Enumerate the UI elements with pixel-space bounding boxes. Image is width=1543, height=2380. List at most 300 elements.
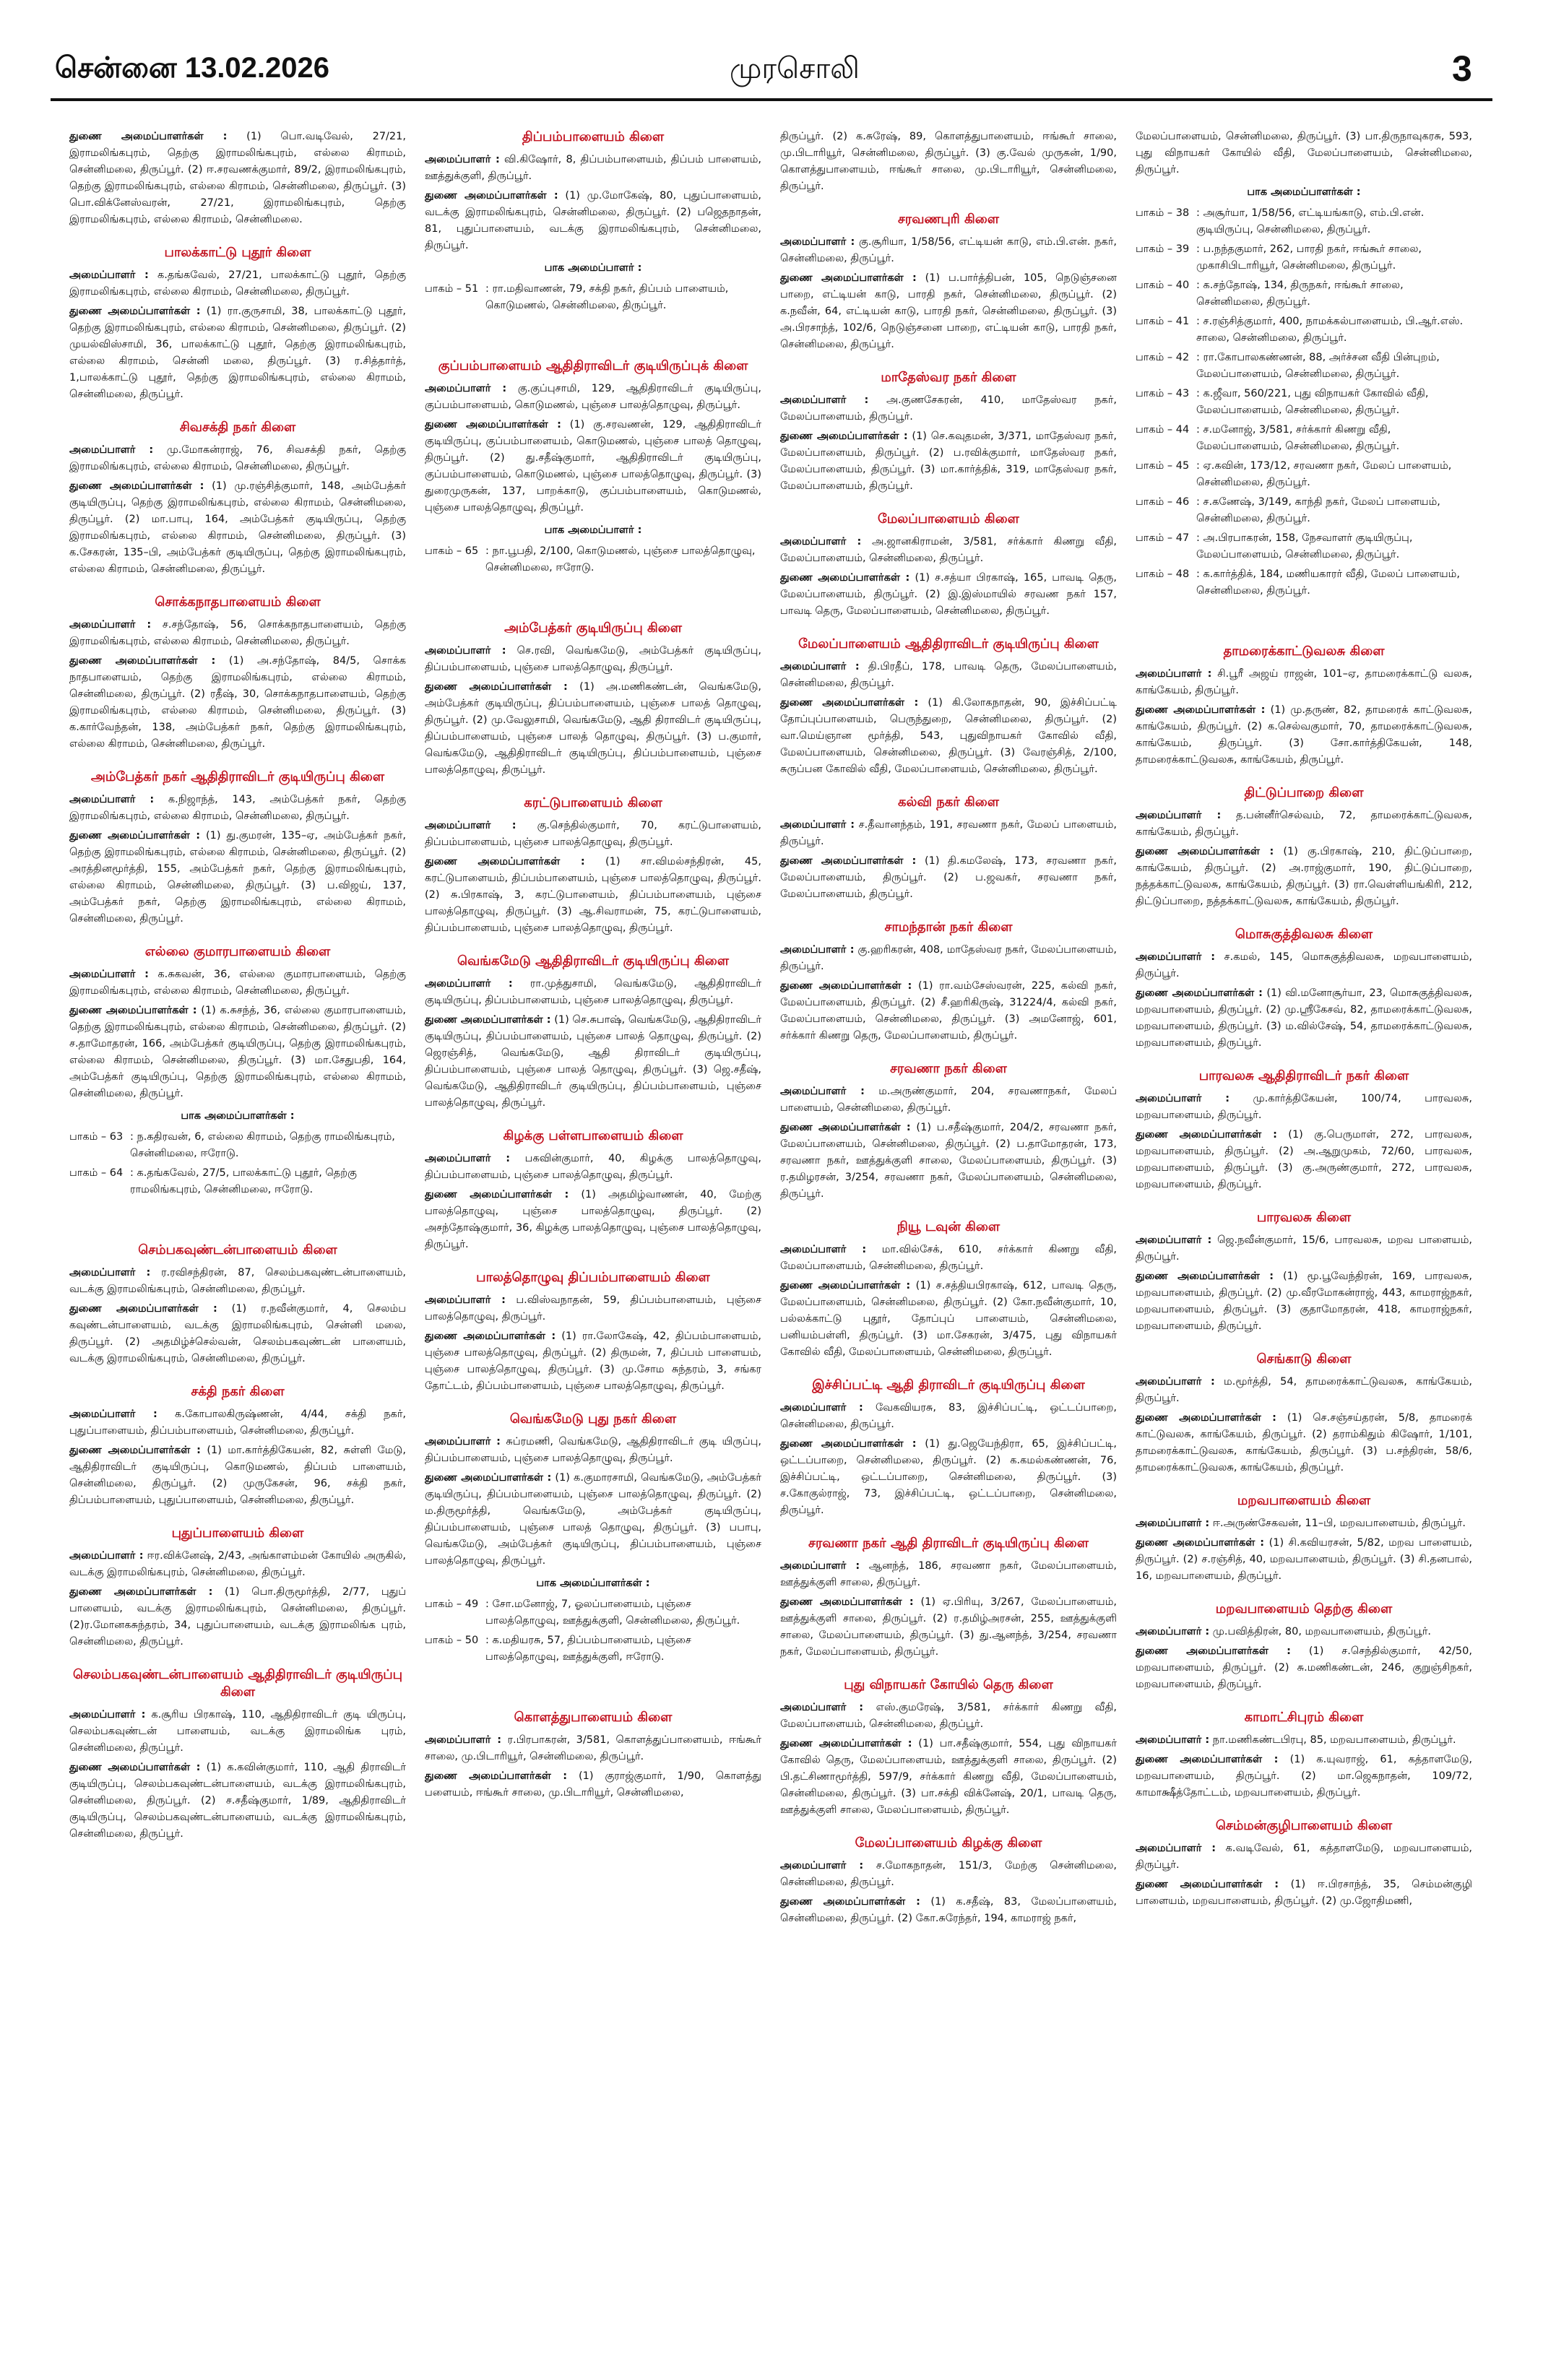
branch-block [780, 636, 1117, 778]
member-paragraph [780, 1278, 1117, 1361]
member-details: (1) குராஜ்குமார், 1/90, கொளத்து பளையம், ஈங்கூர் சாலை, மு.பிடாரியூர், சென்னிமலை, [425, 1770, 761, 1799]
member-paragraph [69, 617, 406, 650]
member-paragraph [1136, 949, 1472, 982]
member-details: (1) க.யுவராஜ், 61, கத்தாளமேடு, மறவபாளையம், திருப்பூர். (2) மா.ஜெகநாதன், 109/72, காமாக்ஷீத்தோட்டம், மறவபாளையம், திருப்பூர். [1136, 1754, 1472, 1799]
member-details: அ.ஜானகிராமன், 3/581, சர்க்கார் கிணறு வீதி, மேலப்பாளையம், சென்னிமலை, திருப்பூர். [780, 536, 1117, 564]
member-paragraph [780, 1594, 1117, 1661]
booth-number: பாகம் – 46 [1136, 496, 1190, 508]
role-label: துணை அமைப்பாளர்கள் : [1136, 1645, 1291, 1657]
member-paragraph [69, 1760, 406, 1843]
booth-row [1136, 386, 1472, 419]
booth-details: : ந.கதிரவன், 6, எல்லை கிராமம், தெற்கு ராமலிங்கபுரம், சென்னிமலை, ஈரோடு. [130, 1131, 395, 1159]
member-details: கு.சூரியா, 1/58/56, எட்டியன் காடு, எம்.பி.என். நகர், சென்னிமலை, திருப்பூர். [780, 236, 1117, 264]
branch-block [1136, 643, 1472, 769]
member-paragraph [1136, 1410, 1472, 1476]
member-paragraph [780, 534, 1117, 567]
branch-heading: வெங்கமேடு புது நகர் கிளை [509, 1411, 677, 1427]
branch-heading: கொளத்துபாளையம் கிளை [514, 1710, 673, 1725]
member-details: (1) ஏ.பிரியு, 3/267, மேலப்பாளையம், ஊத்துக்குளி சாலை, திருப்பூர். (2) ர.தமிழ்அரசன், 255, ஊத்துக்குளி சாலை, மேலப்பாளையம், திருப்பூர். (3) து.ஆனந்த், 3/254, சரவணா நகர், மேலப்பாளையம், திருப்பூர். [780, 1596, 1117, 1658]
branch-heading: பாரவலசு கிளை [1256, 1210, 1352, 1225]
role-label: துணை அமைப்பாளர்கள் : [1136, 1129, 1277, 1141]
member-details: (1) து.குமரன், 135–ஏ, அம்பேத்கர் நகர், தெற்கு இராமலிங்கபுரம், எல்லை கிராமம், சென்னிமலை, திருப்பூர். (2) அரத்தினமூர்த்தி, 155, அம்பேத்கர் நகர், தெற்கு இராமலிங்கபுரம், எல்லை கிராமம், சென்னிமலை, திருப்பூர். (3) ப.விஜய், 137, அம்பேத்கர் நகர், தெற்கு இராமலிங்கபுரம், எல்லை கிராமம், சென்னிமலை, திருப்பூர். [69, 830, 406, 925]
member-details: (1) து.ஜெயேந்திரா, 65, இச்சிப்பட்டி, ஒட்டப்பாறை, சென்னிமலை, திருப்பூர். (2) க.கமல்கண்ணன், 76, இச்சிப்பட்டி, ஒட்டப்பாறை, சென்னிமலை, திருப்பூர். (3) ச.கோகுல்ராஜ், 73, இச்சிப்பட்டி, ஒட்டப்பாறை, சென்னிமலை, திருப்பூர். [780, 1438, 1117, 1516]
member-paragraph [1136, 1535, 1472, 1585]
member-details: மு.கார்த்திகேயன், 100/74, பாரவலசு, மறவபாளையம், திருப்பூர். [1136, 1093, 1472, 1121]
member-paragraph [1136, 129, 1472, 178]
role-label: துணை அமைப்பாளர்கள் : [780, 1280, 911, 1291]
branch-block [780, 919, 1117, 1044]
booth-details: : க.கார்த்திக், 184, மணியகாரர் வீதி, மேலப் பாளையம், சென்னிமலை, திருப்பூர். [1196, 568, 1460, 597]
branch-block [1136, 1817, 1472, 1910]
booth-number: பாகம் – 41 [1136, 316, 1190, 327]
role-label: துணை அமைப்பாளர்கள் : [1136, 1271, 1274, 1282]
role-label: துணை அமைப்பாளர்கள் : [425, 1014, 551, 1026]
member-details: (1) பொ.வடிவேல், 27/21, இராமலிங்கபுரம், தெற்கு இராமலிங்கபுரம், எல்லை கிராமம், சென்னிமலை, திருப்பூர். (2) ஈ.சரவணக்குமார், 89/2, இராமலிங்கபுரம், தெற்கு இராமலிங்கபுரம், எல்லை கிராமம், சென்னிமலை, திருப்பூர். (3) பொ.விக்னேஸ்வரன், 27/21, இராமலிங்கபுரம், தெற்கு இராமலிங்கபுரம், எல்லை கிராமம், சென்னிமலை. [69, 131, 406, 225]
member-paragraph [69, 1003, 406, 1102]
member-paragraph [69, 442, 406, 475]
booth-details: : க.சந்தோஷ், 134, திருநகர், ஈங்கூர் சாலை, சென்னிமலை, திருப்பூர். [1196, 280, 1404, 308]
branch-heading: பாலத்தொழுவு திப்பம்பாளையம் கிளை [476, 1270, 710, 1285]
role-label: அமைப்பாளர் : [1136, 1518, 1210, 1529]
member-details: ச.மோகநாதன், 151/3, மேற்கு சென்னிமலை, சென்னிமலை, திருப்பூர். [780, 1860, 1117, 1888]
role-label: துணை அமைப்பாளர்கள் : [425, 1330, 556, 1342]
member-details: ம.அருண்குமார், 204, சரவணாநகர், மேலப் பாளையம், சென்னிமலை, திருப்பூர். [780, 1086, 1117, 1114]
role-label: துணை அமைப்பாளர்கள் : [69, 131, 228, 142]
branch-block [425, 795, 761, 937]
member-details: (1) கு.பிரகாஷ், 210, திட்டுப்பாறை, காங்கேயம், திருப்பூர். (2) அ.ராஜ்குமார், 190, திட்டுப்பாறை, நத்தக்காட்டுவலசு, காங்கேயம், திருப்பூர். (3) ரா.வெள்ளியங்கிரி, 212, திட்டுப்பாறை, நத்தக்காட்டுவலசு, காங்கேயம், திருப்பூர். [1136, 846, 1472, 907]
member-paragraph [1136, 808, 1472, 841]
branch-block [780, 794, 1117, 903]
branch-heading: சரவணபுரி கிளை [897, 212, 1000, 227]
member-details: (1) செ.சுபாஷ், வெங்கமேடு, ஆதிதிராவிடர் குடியிருப்பு, திப்பம்பாளையம், புஞ்சை பாலத் தொழுவு, திருப்பூர். (2) ஜெரஞ்சித், வெங்கமேடு, ஆதி திராவிடர் குடியிருப்பு, திப்பம்பாளையம், புஞ்சை பாலத் தொழுவு, திருப்பூர். (3) ஜெ.சதீஷ், வெங்கமேடு, ஆதிதிராவிடர் குடியிருப்பு, திப்பம்பாளையம், புஞ்சை பாலத்தொழுவு, திருப்பூர். [425, 1014, 761, 1109]
branch-heading: சிவசக்தி நகர் கிளை [179, 420, 296, 435]
branch-heading: மொசுகுத்திவலசு கிளை [1235, 927, 1373, 942]
member-details: தி.பிரதீப், 178, பாவடி தெரு, மேலப்பாளையம், சென்னிமலை, திருப்பூர். [780, 661, 1117, 689]
branch-block [780, 369, 1117, 495]
branch-heading: புது விநாயகர் கோயில் தெரு கிளை [844, 1677, 1053, 1692]
branch-block [69, 594, 406, 753]
member-paragraph [780, 1436, 1117, 1519]
member-paragraph [69, 267, 406, 300]
branch-block [69, 419, 406, 578]
booth-number: பாகம் – 47 [1136, 532, 1190, 544]
member-details: சி.பூரீ அஜய் ராஜன், 101–ஏ, தாமரைக்காட்டு வலசு, காங்கேயம், திருப்பூர். [1136, 668, 1472, 696]
page-number: 3 [1452, 48, 1472, 89]
role-label: அமைப்பாளர் : [1136, 1734, 1210, 1746]
member-details: (1) ஈ.பிரசாந்த், 35, செம்மன்குழி பாளையம், மறவபாளையம், திருப்பூர். (2) மு.ஜோதிமணி, [1136, 1879, 1472, 1907]
role-label: அமைப்பாளர் : [1136, 1626, 1210, 1637]
branch-heading: புதுப்பாளையம் கிளை [171, 1526, 304, 1541]
booth-details: : க.மதியரசு, 57, திப்பம்பாளையம், புஞ்சை பாலத்தொழுவு, ஊத்துக்குளி, ஈரோடு. [485, 1635, 691, 1663]
branch-heading: கரட்டுபாளையம் கிளை [524, 795, 662, 810]
booth-details: : நா.பூபதி, 2/100, கொடுமணல், புஞ்சை பாலத்தொழுவு, சென்னிமலை, ஈரோடு. [485, 545, 756, 574]
member-details: (1) மு.தருண், 82, தாமரைக் காட்டுவலசு, காங்கேயம், திருப்பூர். (2) க.செல்வகுமார், 70, தாமரைக்காட்டுவலசு, காங்கேயம், திருப்பூர். (3) சோ.கார்த்திகேயன், 148, தாமரைக்காட்டுவலசு, காங்கேயம், திருப்பூர். [1136, 704, 1472, 766]
booth-row [1136, 205, 1472, 238]
member-details: மேலப்பாளையம், சென்னிமலை, திருப்பூர். (3) பா.திருநாவுகரசு, 593, புது விநாயகர் கோயில் வீதி, மேலப்பாளையம், சென்னிமலை, திருப்பூர். [1136, 131, 1472, 176]
member-details: (1) கு.சரவணன், 129, ஆதிதிராவிடர் குடியிருப்பு, குப்பம்பாளையம், கொடுமணல், புஞ்சை பாலத் தொழுவு, திருப்பூர். (2) து.சதீஷ்குமார், ஆதிதிராவிடர் குடியிருப்பு, குப்பம்பாளையம், கொடுமணல், புஞ்சை பாலத்தொழுவு, திருப்பூர். (3) துரைமுருகன், 137, பாறக்காடு, குப்பம்பாளையம், கொடுமணல், புஞ்சை பாலத்தொழுவு, திருப்பூர். [425, 419, 761, 514]
member-details: (1) ச.சத்யா பிரகாஷ், 165, பாவடி தெரு, மேலப்பாளையம், திருப்பூர். (2) இ.இஸ்மாயில் சரவண நகர் 157, பாவடி தெரு, மேலப்பாளையம், சென்னிமலை, திருப்பூர். [780, 572, 1117, 617]
branch-block [1136, 1351, 1472, 1476]
member-paragraph [1136, 1374, 1472, 1407]
role-label: துணை அமைப்பாளர்கள் : [69, 480, 204, 492]
member-details: (1) சி.கவியரசன், 5/82, மறவ பாளையம், திருப்பூர். (2) ச.ரஞ்சித், 40, மறவபாளையம், திருப்பூர். (3) சி.தனபால், 16, மறவபாளையம், திருப்பூர். [1136, 1537, 1472, 1582]
branch-block [69, 129, 406, 228]
member-details: க.நிஜாந்த், 143, அம்பேத்கர் நகர், தெற்கு இராமலிங்கபுரம், எல்லை கிராமம், சென்னிமலை, திருப்பூர். [69, 794, 406, 822]
branch-block [69, 1242, 406, 1367]
role-label: துணை அமைப்பாளர்கள் : [69, 830, 201, 841]
member-details: (1) ச.சத்தியபிரகாஷ், 612, பாவடி தெரு, மேலப்பாளையம், சென்னிமலை, திருப்பூர். (2) கோ.நவீன்குமார், 10, பல்லக்காட்டு புதூர், தோப்புப் பாளையம், சென்னிமலை, பனியம்பள்ளி, திருப்பூர். (3) மா.சேகரன், 3/475, புது விநாயகர் கோவில் வீதி, மேலப்பாளையம், சென்னிமலை, திருப்பூர். [780, 1280, 1117, 1358]
branch-block [1136, 1209, 1472, 1335]
role-label: அமைப்பாளர் : [425, 645, 506, 657]
booth-details: : க.தங்கவேல், 27/5, பாலக்காட்டு புதூர், தெற்கு ராமலிங்கபுரம், சென்னிமலை, ஈரோடு. [130, 1167, 357, 1195]
role-label: அமைப்பாளர் : [1136, 951, 1216, 963]
role-label: அமைப்பாளர் : [1136, 810, 1222, 821]
booth-details: : சோ.மனோஜ், 7, ஓலப்பாளையம், புஞ்சை பாலத்தொழுவு, ஊத்துக்குளி, சென்னிமலை, திருப்பூர். [485, 1598, 740, 1627]
booth-row [1136, 241, 1472, 274]
branch-block [780, 1060, 1117, 1203]
role-label: துணை அமைப்பாளர்கள் : [69, 655, 216, 667]
column-4 [1136, 129, 1472, 2360]
booth-details: : ப.நந்தகுமார், 262, பாரதி நகர், ஈங்கூர் சாலை, முகாசிபிடாரியூர், சென்னிமலை, திருப்பூர். [1196, 243, 1422, 272]
role-label: அமைப்பாளர் : [69, 1550, 144, 1562]
member-details: ரா.முத்துசாமி, வெங்கமேடு, ஆதிதிராவிடர் குடியிருப்பு, திப்பம்பாளையம், புஞ்சை பாலத்தொழுவு, திருப்பூர். [425, 978, 761, 1006]
member-details: திருப்பூர். (2) க.சுரேஷ், 89, கொளத்துபாளையம், ஈங்கூர் சாலை, மு.பிடாரியூர், சென்னிமலை, திருப்பூர். (3) கு.வேல் முருகன், 1/90, கொளத்துபாளையம், ஈங்கூர் சாலை, மு.பிடாரியூர், சென்னிமலை, திருப்பூர். [780, 131, 1117, 192]
role-label: துணை அமைப்பாளர்கள் : [1136, 1412, 1276, 1424]
branch-heading: நியூ டவுன் கிளை [896, 1219, 1000, 1234]
member-details: மா.வில்சேக், 610, சர்க்கார் கிணறு வீதி, மேலப்பாளையம், சென்னிமலை, திருப்பூர். [780, 1244, 1117, 1272]
role-label: துணை அமைப்பாளர்கள் : [780, 697, 919, 709]
branch-heading: இச்சிப்பட்டி ஆதி திராவிடர் குடியிருப்பு கிளை [812, 1377, 1085, 1393]
member-paragraph [69, 478, 406, 578]
header-rule [51, 98, 1492, 101]
role-label: அமைப்பாளர் : [1136, 668, 1212, 680]
booth-number: பாகம் – 63 [69, 1131, 124, 1143]
branch-block [425, 620, 761, 779]
role-label: அமைப்பாளர் : [1136, 1376, 1215, 1388]
member-details: செ.ரவி, வெங்கமேடு, அம்பேத்கர் குடியிருப்பு, திப்பம்பாளையம், புஞ்சை பாலத்தொழுவு, திருப்பூர். [425, 645, 761, 673]
member-details: (1) ரா.குருசாமி, 38, பாலக்காட்டு புதூர், தெற்கு இராமலிங்கபுரம், எல்லை கிராமம், சென்னிமலை, திருப்பூர். (2) முயல்விஸ்சாமி, 36, பாலக்காட்டு புதூர், தெற்கு இராமலிங்கபுரம், எல்லை கிராமம், சென்னி மலை, திருப்பூர். (3) ர.சித்தார்த், 1,பாலக்காட்டு புதூர், தெற்கு இராமலிங்கபுரம், எல்லை கிராமம், சென்னிமலை, திருப்பூர். [69, 306, 406, 400]
role-label: துணை அமைப்பாளர்கள் : [780, 272, 917, 284]
member-details: (1) மூ.பூவேந்திரன், 169, பாரவலசு, மறவபாளையம், திருப்பூர். (2) மு.வீரமோகன்ராஜ், 443, காமராஜ்நகர், மறவபாளையம், திருப்பூர். (3) குதாமோதரன், 418, காமராஜ்நகர், மறவபாளையம், திருப்பூர். [1136, 1271, 1472, 1332]
member-paragraph [780, 1858, 1117, 1891]
booth-row [425, 281, 761, 314]
member-paragraph [780, 570, 1117, 620]
branch-heading: காமாட்சிபுரம் கிளை [1244, 1710, 1364, 1725]
member-paragraph [780, 1242, 1117, 1275]
member-paragraph [780, 817, 1117, 850]
branch-block [69, 769, 406, 927]
member-details: சுப்ரமணி, வெங்கமேடு, ஆதிதிராவிடர் குடி யிருப்பு, திப்பம்பாளையம், புஞ்சை பாலத்தொழுவு, திருப்பூர். [425, 1436, 761, 1464]
booth-number: பாகம் – 49 [425, 1598, 479, 1610]
member-paragraph [780, 392, 1117, 425]
role-label: அமைப்பாளர் : [69, 269, 149, 281]
role-label: அமைப்பாளர் : [69, 619, 152, 631]
branch-heading: மாதேஸ்வர நகர் கிளை [881, 370, 1016, 385]
booth-number: பாகம் – 65 [425, 545, 479, 557]
role-label: துணை அமைப்பாளர்கள் : [780, 1738, 912, 1749]
member-paragraph [425, 1434, 761, 1467]
branch-heading: திப்பம்பாளையம் கிளை [522, 129, 665, 144]
booth-row [1136, 277, 1472, 311]
member-paragraph [780, 234, 1117, 267]
member-details: க.தங்கவேல், 27/21, பாலக்காட்டு புதூர், தெற்கு இராமலிங்கபுரம், எல்லை கிராமம், சென்னிமலை, திருப்பூர். [69, 269, 406, 298]
member-paragraph [425, 1292, 761, 1325]
member-details: (1) மு.ரஞ்சித்குமார், 148, அம்பேத்கர் குடியிருப்பு, தெற்கு இராமலிங்கபுரம், எல்லை கிராமம், சென்னிமலை, திருப்பூர். (2) மா.பாபு, 164, அம்பேத்கர் குடியிருப்பு, தெற்கு இராமலிங்கபுரம், எல்லை கிராமம், சென்னிமலை, திருப்பூர். (3) க.சேகரன், 135–பி, அம்பேத்கர் குடியிருப்பு, தெற்கு இராமலிங்கபுரம், எல்லை கிராமம், சென்னிமலை, திருப்பூர். [69, 480, 406, 575]
branch-heading: சக்தி நகர் கிளை [191, 1384, 285, 1399]
branch-heading: வெங்கமேடு ஆதிதிராவிடர் குடியிருப்பு கிளை [457, 953, 729, 969]
column-1 [69, 129, 406, 2360]
member-details: மு.பவித்திரன், 80, மறவபாளையம், திருப்பூர். [1209, 1626, 1432, 1637]
branch-heading: மேலப்பாளையம் கிளை [878, 511, 1019, 527]
member-paragraph [425, 1328, 761, 1395]
branch-block [425, 1411, 761, 1666]
role-label: துணை அமைப்பாளர்கள் : [425, 1770, 568, 1782]
branch-block [780, 211, 1117, 353]
member-details: (1) க.கவின்குமார், 110, ஆதி திராவிடர் குடியிருப்பு, செலம்பகவுண்டன்பாளையம், வடக்கு இராமலிங்கபுரம், சென்னிமலை, திருப்பூர். (2) ச.சதீஷ்குமார், 1/89, ஆதிதிராவிடர் குடியிருப்பு, செலம்பகவுண்டன்பாளையம், வடக்கு இராமலிங்கபுரம், சென்னிமலை, திருப்பூர். [69, 1762, 406, 1840]
booth-details: : ரா.கோபாலகண்ணன், 88, அர்ச்சன வீதி பின்புறம், மேலப்பாளையம், சென்னிமலை, திருப்பூர். [1196, 352, 1440, 380]
member-paragraph [69, 1265, 406, 1298]
role-label: துணை அமைப்பாளர்கள் : [1136, 987, 1263, 999]
newspaper-name: முரசொலி [730, 52, 860, 85]
branch-heading: சரவணா நகர் ஆதி திராவிடர் குடியிருப்பு கிளை [808, 1536, 1089, 1551]
member-details: ச.சந்தோஷ், 56, சொக்கநாதபாளையம், தெற்கு இராமலிங்கபுரம், எல்லை கிராமம், சென்னிமலை, திருப்பூர். [69, 619, 406, 647]
booth-details: : க.ஜீவா, 560/221, புது விநாயகர் கோவில் வீதி, மேலப்பாளையம், சென்னிமலை, திருப்பூர். [1196, 388, 1429, 416]
branch-block [425, 953, 761, 1112]
branch-block [69, 1666, 406, 1843]
member-details: (1) க.சதீஷ், 83, மேலப்பாளையம், சென்னிமலை, திருப்பூர். (2) கோ.சுரேந்தர், 194, காமராஜ் நகர், [780, 1896, 1117, 1924]
role-label: அமைப்பாளர் : [69, 969, 149, 980]
role-label: துணை அமைப்பாளர்கள் : [69, 306, 201, 317]
member-paragraph [69, 1442, 406, 1509]
role-label: அமைப்பாளர் : [425, 1153, 511, 1164]
member-details: அ.குணசேகரன், 410, மாதேஸ்வர நகர், மேலப்பாளையம், திருப்பூர். [780, 394, 1117, 423]
role-label: அமைப்பாளர் : [780, 1560, 860, 1572]
member-details: ஜெ.நவீன்குமார், 15/6, பாரவலசு, மறவ பாளையம், திருப்பூர். [1136, 1234, 1472, 1263]
member-paragraph [425, 679, 761, 779]
booth-details: : ரா.மதிவாணன், 79, சக்தி நகர், திப்பம் பாளையம், கொடுமணல், சென்னிமலை, திருப்பூர். [485, 283, 729, 311]
branch-heading: எல்லை குமாரபாளையம் கிளை [144, 944, 331, 959]
member-paragraph [69, 1406, 406, 1440]
branch-heading: தாமரைக்காட்டுவலசு கிளை [1223, 644, 1385, 659]
branch-block [69, 1525, 406, 1650]
member-paragraph [780, 659, 1117, 692]
branch-heading: அம்பேத்கர் நகர் ஆதிதிராவிடர் குடியிருப்பு கிளை [90, 769, 385, 784]
member-details: வேகவியரசு, 83, இச்சிப்பட்டி, ஒட்டப்பாறை, சென்னிமலை, திருப்பூர். [780, 1402, 1117, 1430]
booth-details: : ச.ரஞ்சித்குமார், 400, நாமக்கல்பாளையம், பி.ஆர்.எஸ். சாலை, சென்னிமலை, திருப்பூர். [1196, 316, 1464, 344]
role-label: அமைப்பாளர் : [780, 536, 862, 548]
branch-block [69, 1383, 406, 1509]
booth-details: : அ.பிரபாகரன், 158, நேசவாளர் குடியிருப்பு, மேலப்பாளையம், சென்னிமலை, திருப்பூர். [1196, 532, 1413, 561]
booth-details: : ச.கணேஷ், 3/149, காந்தி நகர், மேலப் பாளையம், சென்னிமலை, திருப்பூர். [1196, 496, 1440, 524]
member-details: (1) செ.சஞ்சய்தரன், 5/8, தாமரைக் காட்டுவலசு, காங்கேயம், திருப்பூர். (2) தராம்கிதும் கிஷோர், 1/101, தாமரைக்காட்டுவலசு, காங்கேயம், திருப்பூர். (3) ப.சந்திரன், 58/6, தாமரைக்காட்டுவலசு, காங்கேயம், திருப்பூர். [1136, 1412, 1472, 1474]
booth-number: பாகம் – 45 [1136, 460, 1190, 472]
role-label: துணை அமைப்பாளர்கள் : [780, 1896, 920, 1908]
member-paragraph [425, 152, 761, 185]
member-details: கு.செந்தில்குமார், 70, கரட்டுபாளையம், திப்பம்பாளையம், புஞ்சை பாலத்தொழுவு, திருப்பூர். [425, 820, 761, 848]
role-label: துணை அமைப்பாளர்கள் : [780, 1438, 917, 1450]
member-paragraph [780, 129, 1117, 195]
booth-details: : ச.மனோஜ், 3/581, சர்க்கார் கிணறு வீதி, மேலப்பாளையம், சென்னிமலை, திருப்பூர். [1196, 424, 1400, 452]
member-details: (1) வி.மனோசூர்யா, 23, மொசுகுத்திவலசு, மறவபாளையம், திருப்பூர். (2) மு.ஸ்ரீகேசவ், 82, தாமரைக்காட்டுவலசு, மறவபாளையம், திருப்பூர். (3) ம.வில்சேஷ், 54, தாமரைக்காட்டுவலசு, மறவபாளையம், திருப்பூர். [1136, 987, 1472, 1049]
role-label: துணை அமைப்பாளர்கள் : [780, 855, 917, 867]
column-3 [780, 129, 1117, 2360]
role-label: துணை அமைப்பாளர்கள் : [780, 980, 912, 992]
member-paragraph [69, 792, 406, 825]
member-paragraph [1136, 1515, 1472, 1532]
member-details: ஈ.அருண்சேகவன், 11–பி, மறவபாளையம், திருப்பூர். [1209, 1518, 1466, 1529]
member-paragraph [1136, 1624, 1472, 1640]
branch-block [425, 358, 761, 576]
member-paragraph [1136, 1232, 1472, 1265]
member-paragraph [780, 1736, 1117, 1819]
role-label: அமைப்பாளர் : [780, 1244, 867, 1255]
section-subheading: பாக அமைப்பாளர் : [544, 524, 642, 536]
member-details: ஆனந்த், 186, சரவணா நகர், மேலப்பாளையம், ஊத்துக்குளி சாலை, திருப்பூர். [780, 1560, 1117, 1588]
role-label: துணை அமைப்பாளர்கள் : [1136, 1537, 1265, 1549]
role-label: அமைப்பாளர் : [425, 1734, 502, 1746]
booth-row [1136, 566, 1472, 600]
role-label: அமைப்பாளர் : [425, 1294, 506, 1306]
booth-row [425, 543, 761, 576]
branch-block [1136, 1068, 1472, 1193]
member-paragraph [425, 854, 761, 937]
member-paragraph [425, 1151, 761, 1184]
role-label: அமைப்பாளர் : [425, 978, 513, 990]
member-details: (1) ப.சதீஷ்குமார், 204/2, சரவணா நகர், மேலப்பாளையம், சென்னிமலை, திருப்பூர். (2) ப.தாமோதரன், 173, சரவணா நகர், ஊத்துக்குளி சாலை, மேலப்பாளையம், திருப்பூர். (3) ர.தமிழரசன், 3/254, சரவணா நகர், மேலப்பாளையம், சென்னிமலை, திருப்பூர். [780, 1122, 1117, 1200]
member-details: கு.குப்புசாமி, 129, ஆதிதிராவிடர் குடியிருப்பு, குப்பம்பாளையம், கொடுமணல், புஞ்சை பாலத்தொழுவு, திருப்பூர். [425, 383, 761, 411]
member-details: வி.கிஷோர், 8, திப்பம்பாளையம், திப்பம் பாளையம், ஊத்துக்குளி, திருப்பூர். [425, 154, 761, 182]
branch-heading: மேலப்பாளையம் ஆதிதிராவிடர் குடியிருப்பு கிளை [798, 636, 1099, 652]
member-paragraph [69, 129, 406, 228]
member-paragraph [425, 1187, 761, 1253]
member-paragraph [69, 966, 406, 1000]
branch-heading: கல்வி நகர் கிளை [898, 795, 999, 810]
branch-block [780, 1219, 1117, 1361]
member-details: (1) சா.விமல்சந்திரன், 45, கரட்டுபாளையம், திப்பம்பாளையம், புஞ்சை பாலத்தொழுவு, திருப்பூர். (2) சு.பிரகாஷ், 3, கரட்டுபாளையம், திப்பம்பாளையம், புஞ்சை பாலத்தொழுவு, திருப்பூர். (3) ஆ.சிவராமன், 75, கரட்டுபாளையம், திப்பம்பாளையம், புஞ்சை பாலத்தொழுவு, திருப்பூர். [425, 856, 761, 934]
role-label: துணை அமைப்பாளர்கள் : [1136, 846, 1274, 857]
member-details: ஈர.விக்னேஷ், 2/43, அங்காளம்மன் கோயில் அருகில், வடக்கு இராமலிங்கபுரம், சென்னிமலை, திருப்பூர். [69, 1550, 406, 1578]
branch-block [1136, 926, 1472, 1052]
member-paragraph [425, 188, 761, 254]
role-label: அமைப்பாளர் : [425, 820, 517, 831]
role-label: அமைப்பாளர் : [69, 1709, 146, 1721]
member-paragraph [69, 828, 406, 927]
booth-number: பாகம் – 50 [425, 1635, 479, 1646]
member-details: (1) ச.செந்தில்குமார், 42/50, மறவபாளையம், திருப்பூர். (2) சு.மணிகண்டன், 246, குறுஞ்சிநகர், மறவபாளையம், திருப்பூர். [1136, 1645, 1472, 1690]
booth-number: பாகம் – 64 [69, 1167, 124, 1179]
branch-block [425, 1128, 761, 1253]
role-label: அமைப்பாளர் : [780, 661, 860, 672]
member-paragraph [425, 381, 761, 414]
role-label: அமைப்பாளர் : [69, 794, 155, 805]
branch-block [425, 1269, 761, 1395]
member-details: (1) க.குமாரசாமி, வெங்கமேடு, அம்பேத்கர் குடியிருப்பு, திப்பம்பாளையம், புஞ்சை பாலத்தொழுவு, திருப்பூர். (2) ம.திருமூர்த்தி, வெங்கமேடு, அம்பேத்கர் குடியிருப்பு, திப்பம்பாளையம், புஞ்சை பாலத் தொழுவு, திருப்பூர். (3) பபாபு, வெங்கமேடு, அம்பேத்கர் குடியிருப்பு, திப்பம்பாளையம், புஞ்சை பாலத்தொழுவு, திருப்பூர். [425, 1472, 761, 1567]
role-label: துணை அமைப்பாளர்கள் : [1136, 1754, 1279, 1765]
booth-number: பாகம் – 43 [1136, 388, 1190, 399]
member-details: க.சுகவன், 36, எல்லை குமாரபாளையம், தெற்கு இராமலிங்கபுரம், எல்லை கிராமம், சென்னிமலை, திருப்பூர். [69, 969, 406, 997]
branch-heading: பாலக்காட்டு புதூர் கிளை [164, 245, 311, 260]
branch-heading: சரவணா நகர் கிளை [890, 1061, 1007, 1076]
branch-heading: செலம்பகவுண்டன்பாளையம் ஆதிதிராவிடர் குடியிருப்பு கிளை [72, 1667, 403, 1700]
role-label: அமைப்பாளர் : [780, 1402, 863, 1414]
booth-number: பாகம் – 38 [1136, 207, 1190, 219]
branch-heading: குப்பம்பாளையம் ஆதிதிராவிடர் குடியிருப்புக் கிளை [438, 358, 748, 373]
member-paragraph [69, 1548, 406, 1581]
member-paragraph [425, 417, 761, 516]
member-details: ர.ரவிசந்திரன், 87, செலம்பகவுண்டன்பாளையம், வடக்கு இராமலிங்கபுரம், சென்னிமலை, திருப்பூர். [69, 1267, 406, 1295]
member-paragraph [1136, 1643, 1472, 1693]
branch-heading: பாரவலசு ஆதிதிராவிடர் நகர் கிளை [1198, 1068, 1409, 1083]
member-details: (1) மு.மோகேஷ், 80, புதுப்பாளையம், வடக்கு இராமலிங்கபுரம், சென்னிமலை, திருப்பூர். (2) பஜெதநாதன், 81, புதுப்பாளையம், வடக்கு இராமலிங்கபுரம், சென்னிமலை, திருப்பூர். [425, 190, 761, 251]
member-paragraph [1136, 1268, 1472, 1335]
branch-block [425, 129, 761, 314]
branch-heading: செங்காடு கிளை [1256, 1351, 1352, 1367]
role-label: அமைப்பாளர் : [425, 154, 500, 165]
section-subheading: பாக அமைப்பாளர்கள் : [181, 1110, 295, 1122]
branch-block [780, 1676, 1117, 1819]
section-subheading: பாக அமைப்பாளர் : [544, 262, 642, 274]
branch-block [780, 129, 1117, 195]
branch-block [780, 1377, 1117, 1519]
member-details: (1) தி.கமலேஷ், 173, சரவணா நகர், மேலப்பாளையம், திருப்பூர். (2) ப.ஜவகர், சரவணா நகர், மேலப்பாளையம், திருப்பூர். [780, 855, 1117, 900]
role-label: துணை அமைப்பாளர்கள் : [1136, 1879, 1279, 1890]
member-details: க.கோபாலகிருஷ்ணன், 4/44, சக்தி நகர், புதுப்பாளையம், திப்பம்பாளையம், சென்னிமலை, திருப்பூர். [69, 1408, 406, 1437]
member-details: (1) ரா.வம்சேஸ்வரன், 225, கல்வி நகர், மேலப்பாளையம், திருப்பூர். (2) சீ.ஹரிகிருஷ், 31224/4, கல்வி நகர், மேலப்பாளையம், சென்னிமலை, திருப்பூர். (3) அமனோஜ், 601, சர்க்கார் கிணறு தெரு, மேலப்பாளையம், திருப்பூர். [780, 980, 1117, 1042]
role-label: துணை அமைப்பாளர்கள் : [425, 419, 561, 430]
member-paragraph [780, 1558, 1117, 1591]
role-label: அமைப்பாளர் : [780, 1860, 864, 1871]
member-paragraph [1136, 1752, 1472, 1801]
member-paragraph [1136, 666, 1472, 699]
branch-heading: திட்டுப்பாறை கிளை [1244, 785, 1364, 800]
member-paragraph [425, 1768, 761, 1801]
branch-block [1136, 784, 1472, 910]
member-details: (1) பா.சதீஷ்குமார், 554, புது விநாயகர் கோவில் தெரு, மேலப்பாளையம், ஊத்துக்குளி சாலை, திருப்பூர். (2) பி.தட்சிணாமூர்த்தி, 597/9, சர்க்கார் கிணறு வீதி, மேலப்பாளையம், சென்னிமலை, திருப்பூர். (3) பா.சக்தி விக்னேஷ், 20/1, பாவடி தெரு, ஊத்துக்குளி சாலை, மேலப்பாளையம், திருப்பூர். [780, 1738, 1117, 1816]
booth-row [425, 1596, 761, 1630]
member-details: நா.மணிகண்டபிரபு, 85, மறவபாளையம், திருப்பூர். [1209, 1734, 1456, 1746]
member-paragraph [425, 1012, 761, 1112]
member-paragraph [1136, 1127, 1472, 1193]
role-label: துணை அமைப்பாளர்கள் : [780, 1122, 911, 1133]
member-paragraph [780, 978, 1117, 1044]
member-details: (1) கி.லோகநாதன், 90, இச்சிப்பட்டி தோப்புப்பாளையம், பெருந்துறை, சென்னிமலை, திருப்பூர். (2) வா.மெய்ஞான மூர்த்தி, 543, புதுவிநாயகர் கோவில் வீதி, மேலப்பாளையம், சென்னிமலை, திருப்பூர். (3) வேரஞ்சித், 2/100, சுருப்பன கோவில் வீதி, மேலப்பாளையம், சென்னிமலை, திருப்பூர். [780, 697, 1117, 775]
member-paragraph [780, 1083, 1117, 1117]
member-details: மு.மோகன்ராஜ், 76, சிவசக்தி நகர், தெற்கு இராமலிங்கபுரம், எல்லை கிராமம், சென்னிமலை, திருப்பூர். [69, 444, 406, 472]
branch-heading: செம்மன்குழிபாளையம் கிளை [1215, 1818, 1393, 1833]
branch-block [1136, 129, 1472, 600]
member-paragraph [780, 695, 1117, 778]
booth-row [1136, 458, 1472, 491]
section-subheading: பாக அமைப்பாளர்கள் : [1247, 186, 1361, 198]
member-paragraph [69, 1301, 406, 1367]
member-paragraph [69, 303, 406, 403]
branch-block [1136, 1601, 1472, 1693]
booth-row [425, 1632, 761, 1666]
member-details: (1) க.சுசந்த், 36, எல்லை குமாரபாளையம், தெற்கு இராமலிங்கபுரம், எல்லை கிராமம், சென்னிமலை, திருப்பூர். (2) ச.தாமோதரன், 166, அம்பேத்கர் குடியிருப்பு, தெற்கு இராமலிங்கபுரம், எல்லை கிராமம், சென்னிமலை, திருப்பூர். (3) மா.சேதுபதி, 164, அம்பேத்கர் குடியிருப்பு, தெற்கு இராமலிங்கபுரம், எல்லை கிராமம், சென்னிமலை, திருப்பூர். [69, 1005, 406, 1099]
booth-row [1136, 313, 1472, 347]
role-label: துணை அமைப்பாளர்கள் : [425, 1189, 569, 1200]
branch-block [780, 1535, 1117, 1661]
member-paragraph [1136, 985, 1472, 1052]
member-paragraph [425, 818, 761, 851]
member-paragraph [780, 1120, 1117, 1203]
branch-heading: மேலப்பாளையம் கிழக்கு கிளை [855, 1835, 1042, 1851]
member-details: (1) ரா.லோகேஷ், 42, திப்பம்பாளையம், புஞ்சை பாலத்தொழுவு, திருப்பூர். (2) திருமன், 7, திப்பம் பாளையம், புஞ்சை பாலத்தொழுவு, திருப்பூர். (3) மு.சோம சுந்தரம், 3, சங்கர தோட்டம், திப்பம்பாளையம், புஞ்சை பாலத்தொழுவு, திருப்பூர். [425, 1330, 761, 1392]
branch-heading: செம்பகவுண்டன்பாளையம் கிளை [138, 1242, 337, 1258]
booth-number: பாகம் – 44 [1136, 424, 1190, 436]
member-details: (1) கு.பெருமாள், 272, பாரவலசு, மறவபாளையம், திருப்பூர். (2) அ.ஆறுமுகம், 72/60, பாரவலசு, மறவபாளையம், திருப்பூர். (3) கு.அருண்குமார், 272, பாரவலசு, மறவபாளையம், திருப்பூர். [1136, 1129, 1472, 1190]
member-paragraph [1136, 1091, 1472, 1124]
